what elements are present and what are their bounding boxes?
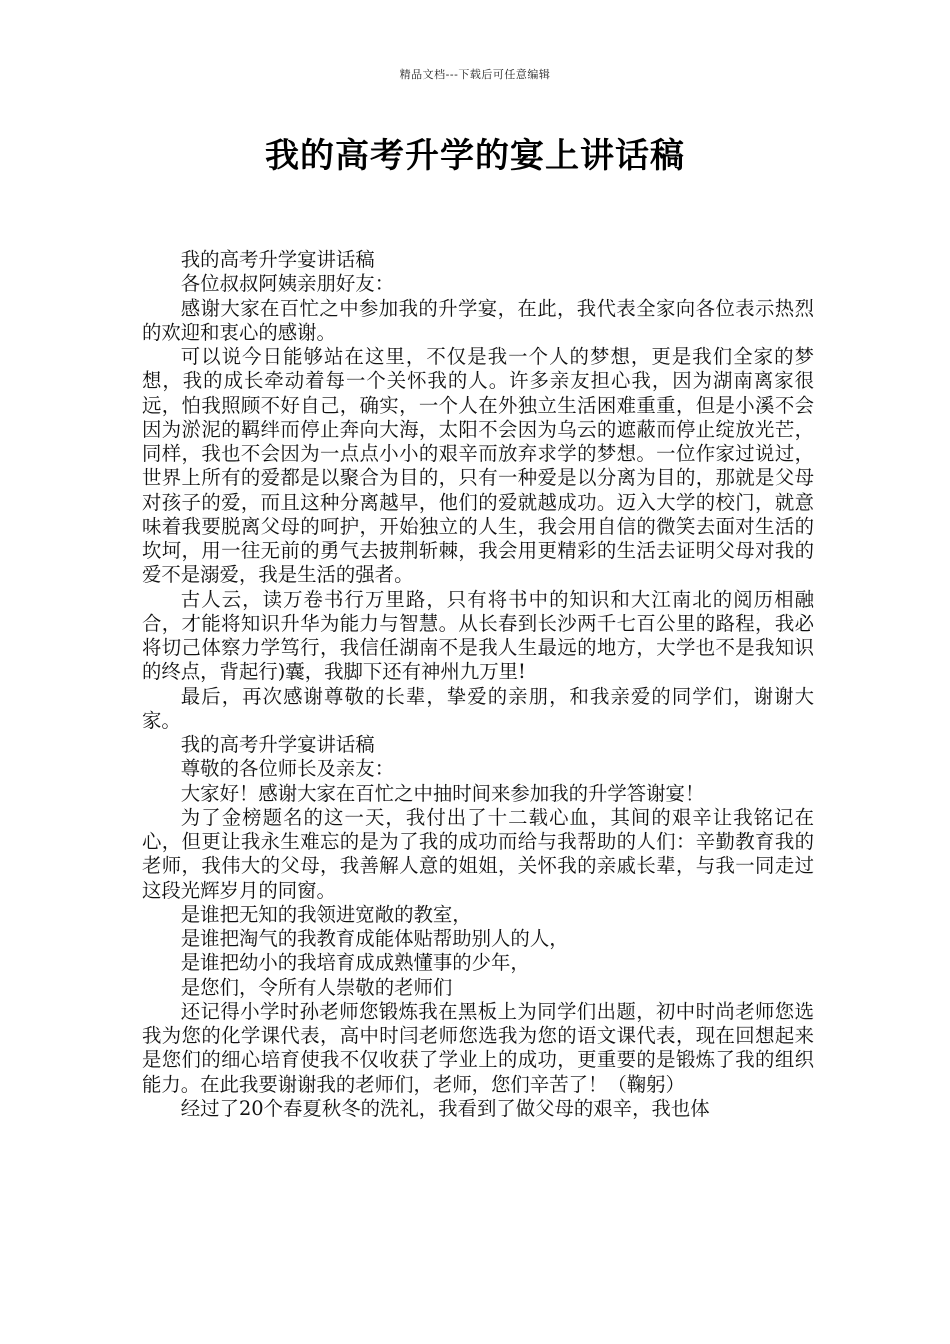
body-paragraph: 尊敬的各位师长及亲友： [180,757,395,781]
body-paragraph: 大家好！感谢大家在百忙之中抽时间来参加我的升学答谢宴！ [180,781,705,805]
body-paragraph: 我的高考升学宴讲话稿 [180,248,375,271]
body-paragraph: 是谁把淘气的我教育成能体贴帮助别人的人， [180,927,569,950]
body-paragraph: 各位叔叔阿姨亲朋好友： [180,272,395,296]
body-paragraph: 最后，再次感谢尊敬的长辈，挚爱的亲朋，和我亲爱的同学们，谢谢大家。 [142,684,814,732]
document-body [142,248,814,1121]
body-paragraph: 是您们，令所有人崇敬的老师们 [180,975,453,999]
document-title: 我的高考升学的宴上讲话稿 [265,136,685,176]
body-paragraph: 是谁把无知的我领进宽敞的教室， [180,902,472,926]
body-paragraph: 我的高考升学宴讲话稿 [180,733,375,756]
body-paragraph: 可以说今日能够站在这里，不仅是我一个人的梦想，更是我们全家的梦想，我的成长牵动着每一个关怀我的人。许多亲友担心我，因为湖南离家很远，怕我照顾不好自己，确实，一个人在外独立生活困难重重，但是小溪不会因为淤泥的羁绊而停止奔向大海，太阳不会因为乌云的遮蔽而停止绽放光芒，同样，我也不会因为一点点小小的艰辛而放弃求学的梦想。一位作家过说过，世界上所有的爱都是以聚合为目的，只有一种爱是以分离为目的，那就是父母对孩子的爱，而且这种分离越早，他们的爱就越成功。迈入大学的校门，就意味着我要脱离父母的呵护，开始独立的人生，我会用自信的微笑去面对生活的坎坷，用一往无前的勇气去披荆斩棘，我会用更精彩的生活去证明父母对我的爱不是溺爱，我是生活的强者。 [142,345,814,587]
body-paragraph: 是谁把幼小的我培育成成熟懂事的少年， [180,951,530,975]
body-paragraph: 感谢大家在百忙之中参加我的升学宴，在此，我代表全家向各位表示热烈的欢迎和衷心的感谢。 [142,296,814,344]
body-paragraph: 还记得小学时孙老师您锻炼我在黑板上为同学们出题，初中时尚老师您选我为您的化学课代表，高中时闫老师您选我为您的语文课代表，现在回想起来是您们的细心培育使我不仅收获了学业上的成功，更重要的是锻炼了我的组织能力。在此我要谢谢我的老师们，老师，您们辛苦了！（鞠躬） [142,999,814,1096]
body-paragraph: 古人云，读万卷书行万里路，只有将书中的知识和大江南北的阅历相融合，才能将知识升华为能力与智慧。从长春到长沙两千七百公里的路程，我必将切己体察力学笃行，我信任湖南不是我人生最远的地方，大学也不是我知识的终点，背起行)囊，我脚下还有神州九万里! [142,587,814,684]
body-paragraph: 经过了20个春夏秋冬的洗礼，我看到了做父母的艰辛，我也体 [180,1096,710,1120]
document-header-note: 精品文档---下载后可任意编辑 [399,68,551,81]
body-paragraph: 为了金榜题名的这一天，我付出了十二载心血，其间的艰辛让我铭记在心，但更让我永生难忘的是为了我的成功而给与我帮助的人们：辛勤教育我的老师，我伟大的父母，我善解人意的姐姐，关怀我的亲戚长辈，与我一同走过这段光辉岁月的同窗。 [142,805,814,902]
